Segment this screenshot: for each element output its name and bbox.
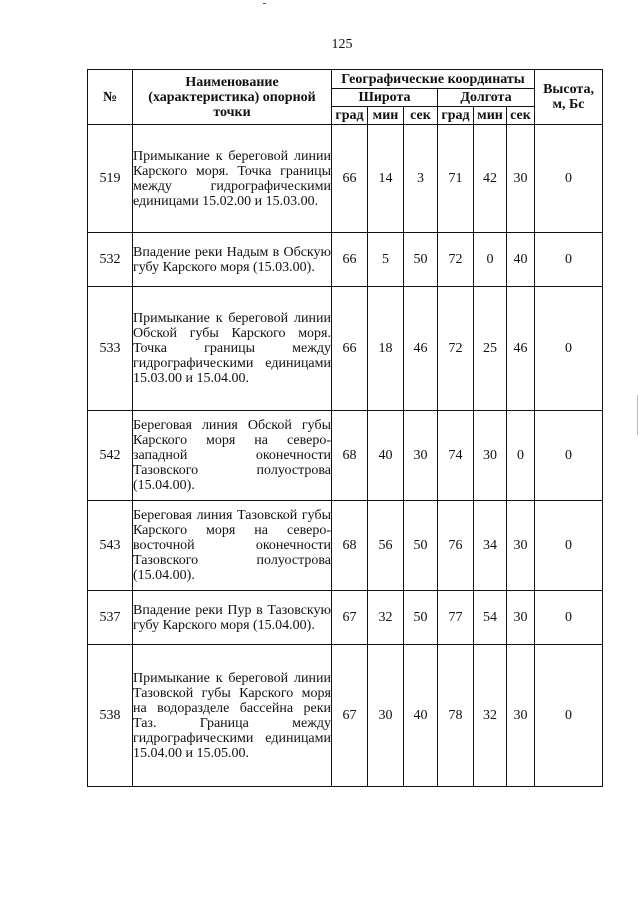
latitude-degrees: 66 — [332, 287, 368, 411]
point-description: Впадение реки Надым в Обскую губу Карского моря (15.03.00). — [133, 233, 332, 287]
longitude-minutes: 32 — [474, 645, 507, 787]
table-row — [88, 591, 603, 645]
height-value: 0 — [535, 645, 603, 787]
longitude-minutes: 30 — [474, 411, 507, 501]
header-latitude: Широта — [332, 89, 438, 107]
latitude-degrees: 66 — [332, 125, 368, 233]
table-row — [88, 287, 603, 411]
header-lat-deg: град — [332, 107, 368, 125]
header-name: Наименование (характеристика) опорной точки — [133, 70, 332, 125]
longitude-seconds: 46 — [507, 287, 535, 411]
point-number: 543 — [88, 501, 133, 591]
table-row — [88, 125, 603, 233]
point-description: Примыкание к береговой линии Карского моря. Точка границы между гидрографическими единицами 15.02.00 и 15.03.00. — [133, 125, 332, 233]
longitude-degrees: 78 — [438, 645, 474, 787]
table-row — [88, 501, 603, 591]
latitude-seconds: 30 — [404, 411, 438, 501]
header-longitude: Долгота — [438, 89, 535, 107]
latitude-degrees: 68 — [332, 411, 368, 501]
latitude-seconds: 46 — [404, 287, 438, 411]
latitude-minutes: 32 — [368, 591, 404, 645]
table-row — [88, 645, 603, 787]
point-number: 519 — [88, 125, 133, 233]
height-value: 0 — [535, 125, 603, 233]
latitude-minutes: 30 — [368, 645, 404, 787]
latitude-minutes: 5 — [368, 233, 404, 287]
point-description: Береговая линия Тазовской губы Карского моря на северо-восточной оконечности Тазовского полуострова (15.04.00). — [133, 501, 332, 591]
header-geo-coordinates: Географические координаты — [332, 70, 535, 89]
header-number: № — [88, 70, 133, 125]
coordinates-table — [87, 69, 603, 787]
point-description: Впадение реки Пур в Тазовскую губу Карского моря (15.04.00). — [133, 591, 332, 645]
latitude-seconds: 3 — [404, 125, 438, 233]
longitude-seconds: 40 — [507, 233, 535, 287]
header-lon-min: мин — [474, 107, 507, 125]
point-number: 537 — [88, 591, 133, 645]
longitude-degrees: 74 — [438, 411, 474, 501]
latitude-seconds: 50 — [404, 233, 438, 287]
point-number: 532 — [88, 233, 133, 287]
longitude-minutes: 25 — [474, 287, 507, 411]
scan-edge-mark — [637, 395, 638, 435]
latitude-seconds: 50 — [404, 501, 438, 591]
height-value: 0 — [535, 411, 603, 501]
latitude-degrees: 66 — [332, 233, 368, 287]
header-lat-sec: сек — [404, 107, 438, 125]
point-description: Примыкание к береговой линии Тазовской губы Карского моря на водоразделе бассейна реки Таз. Граница между гидрографическими единицами 15.04.00 и 15.05.00. — [133, 645, 332, 787]
scan-speck — [263, 3, 266, 4]
latitude-minutes: 18 — [368, 287, 404, 411]
latitude-minutes: 14 — [368, 125, 404, 233]
latitude-minutes: 56 — [368, 501, 404, 591]
point-number: 533 — [88, 287, 133, 411]
longitude-minutes: 0 — [474, 233, 507, 287]
longitude-seconds: 0 — [507, 411, 535, 501]
latitude-degrees: 68 — [332, 501, 368, 591]
longitude-seconds: 30 — [507, 125, 535, 233]
longitude-degrees: 72 — [438, 233, 474, 287]
longitude-minutes: 34 — [474, 501, 507, 591]
point-description: Примыкание к береговой линии Обской губы Карского моря. Точка границы между гидрографическими единицами 15.03.00 и 15.04.00. — [133, 287, 332, 411]
longitude-minutes: 42 — [474, 125, 507, 233]
point-description: Береговая линия Обской губы Карского моря на северо-западной оконечности Тазовского полуострова (15.04.00). — [133, 411, 332, 501]
latitude-seconds: 50 — [404, 591, 438, 645]
page-number: 125 — [331, 37, 353, 52]
table-row — [88, 411, 603, 501]
longitude-degrees: 71 — [438, 125, 474, 233]
longitude-seconds: 30 — [507, 645, 535, 787]
longitude-degrees: 76 — [438, 501, 474, 591]
longitude-seconds: 30 — [507, 501, 535, 591]
longitude-degrees: 77 — [438, 591, 474, 645]
height-value: 0 — [535, 233, 603, 287]
longitude-minutes: 54 — [474, 591, 507, 645]
longitude-seconds: 30 — [507, 591, 535, 645]
header-height: Высота, м, Бс — [535, 70, 603, 125]
latitude-degrees: 67 — [332, 645, 368, 787]
latitude-degrees: 67 — [332, 591, 368, 645]
point-number: 538 — [88, 645, 133, 787]
latitude-seconds: 40 — [404, 645, 438, 787]
point-number: 542 — [88, 411, 133, 501]
height-value: 0 — [535, 287, 603, 411]
latitude-minutes: 40 — [368, 411, 404, 501]
header-lat-min: мин — [368, 107, 404, 125]
table-row — [88, 233, 603, 287]
longitude-degrees: 72 — [438, 287, 474, 411]
height-value: 0 — [535, 591, 603, 645]
header-lon-deg: град — [438, 107, 474, 125]
height-value: 0 — [535, 501, 603, 591]
header-lon-sec: сек — [507, 107, 535, 125]
